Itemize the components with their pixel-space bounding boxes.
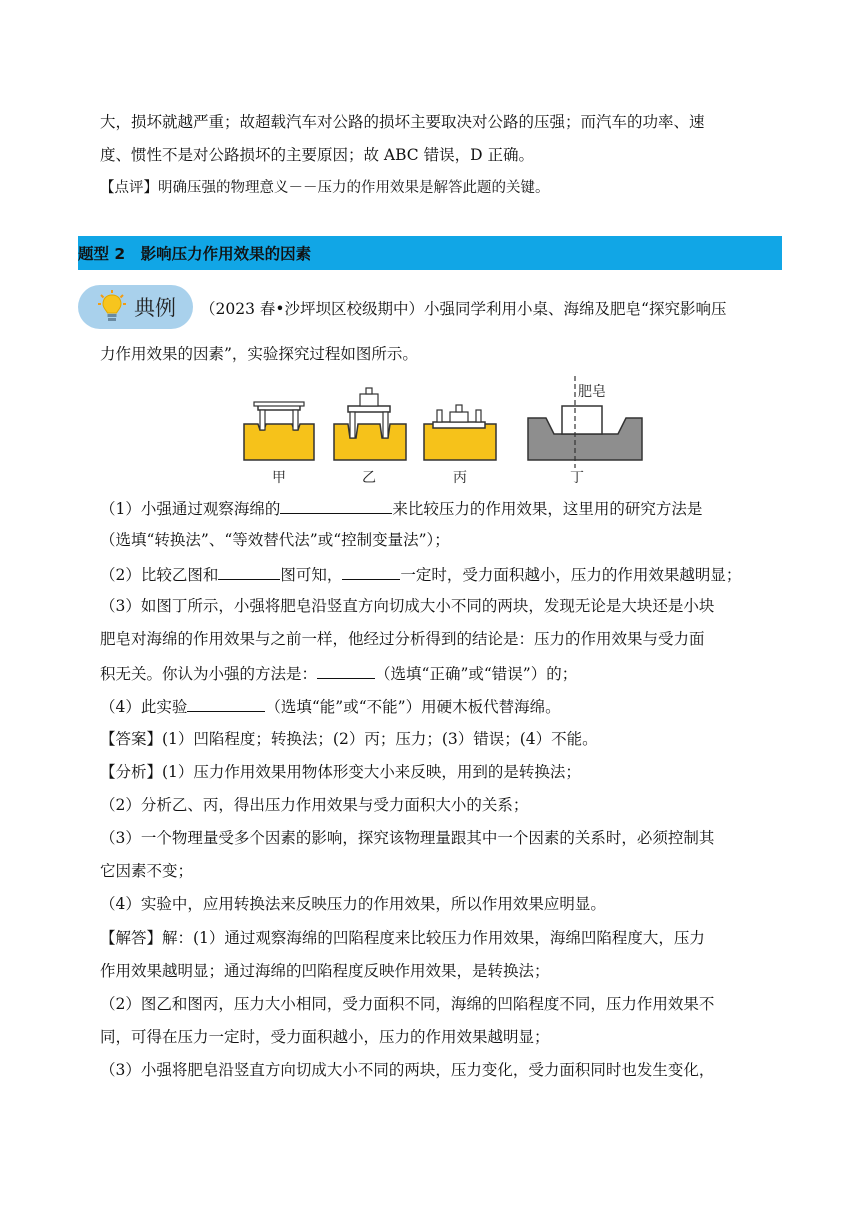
- question-1: （1）小强通过观察海绵的 来比较压力的作用效果，这里用的研究方法是: [100, 496, 782, 520]
- example-intro-cont: 力作用效果的因素”，实验探究过程如图所示。: [100, 345, 418, 363]
- solution-line: 同，可得在压力一定时，受力面积越小，压力的作用效果越明显；: [100, 1028, 550, 1046]
- lightbulb-icon: [98, 290, 126, 324]
- answer-blank[interactable]: [218, 562, 280, 580]
- question-1-options: （选填“转换法”、“等效替代法”或“控制变量法”）；: [100, 531, 450, 549]
- question-3: （3）如图丁所示，小强将肥皂沿竖直方向切成大小不同的两块，发现无论是大块还是小块: [100, 597, 715, 615]
- question-2: （2）比较乙图和 图可知， 一定时，受力面积越小，压力的作用效果越明显；: [100, 562, 782, 586]
- paragraph-line: 大，损坏就越严重；故超载汽车对公路的损坏主要取决对公路的压强；而汽车的功率、速: [100, 113, 705, 131]
- section-title: 题型 2 影响压力作用效果的因素: [78, 245, 312, 263]
- solution-line: （3）小强将肥皂沿竖直方向切成大小不同的两块，压力变化，受力面积同时也发生变化，: [100, 1061, 715, 1079]
- section-header: [78, 236, 782, 270]
- solution-line: 【解答】解：(1）通过观察海绵的凹陷程度来比较压力作用效果，海绵凹陷程度大，压力: [100, 929, 705, 947]
- question-3-cont: 肥皂对海绵的作用效果与之前一样，他经过分析得到的结论是：压力的作用效果与受力面: [100, 630, 705, 648]
- example-intro: （2023 春•沙坪坝区校级期中）小强同学利用小桌、海绵及肥皂“探究影响压: [200, 300, 727, 318]
- figure-label: 丙: [453, 470, 467, 486]
- solution-line: 作用效果越明显；通过海绵的凹陷程度反映作用效果，是转换法；: [100, 962, 550, 980]
- analysis-line: （4）实验中，应用转换法来反映压力的作用效果，所以作用效果应明显。: [100, 895, 606, 913]
- figure-label: 丁: [570, 470, 584, 486]
- comment-line: 【点评】明确压强的物理意义－－压力的作用效果是解答此题的关键。: [100, 180, 550, 196]
- answer-blank[interactable]: [342, 562, 400, 580]
- soap-label: 肥皂: [578, 384, 606, 400]
- answer-blank[interactable]: [317, 661, 375, 679]
- analysis-line: 它因素不变；: [100, 862, 194, 880]
- question-4: （4）此实验 （选填“能”或“不能”）用硬木板代替海绵。: [100, 694, 782, 718]
- figure-jia: [244, 402, 314, 486]
- solution-line: （2）图乙和图丙，压力大小相同，受力面积不同，海绵的凹陷程度不同，压力作用效果不: [100, 995, 715, 1013]
- figure-label: 乙: [362, 470, 376, 486]
- example-badge-label: 典例: [134, 296, 176, 320]
- answer-blank[interactable]: [187, 694, 265, 712]
- analysis-line: （3）一个物理量受多个因素的影响，探究该物理量跟其中一个因素的关系时，必须控制其: [100, 829, 715, 847]
- figure-bing: [424, 405, 496, 486]
- answer-line: 【答案】(1）凹陷程度；转换法；(2）丙；压力；(3）错误；(4）不能。: [100, 730, 598, 748]
- experiment-figure: [240, 372, 645, 490]
- figure-label: 甲: [272, 470, 286, 486]
- paragraph-line: 度、惯性不是对公路损坏的主要原因；故 ABC 错误，D 正确。: [100, 146, 534, 164]
- answer-blank[interactable]: [280, 496, 392, 514]
- question-3-end: 积无关。你认为小强的方法是： （选填“正确”或“错误”）的；: [100, 661, 782, 685]
- analysis-line: （2）分析乙、丙，得出压力作用效果与受力面积大小的关系；: [100, 796, 529, 814]
- figure-yi: [334, 388, 406, 486]
- example-badge: [78, 285, 193, 329]
- analysis-line: 【分析】(1）压力作用效果用物体形变大小来反映，用到的是转换法；: [100, 763, 581, 781]
- figure-ding: [528, 376, 642, 486]
